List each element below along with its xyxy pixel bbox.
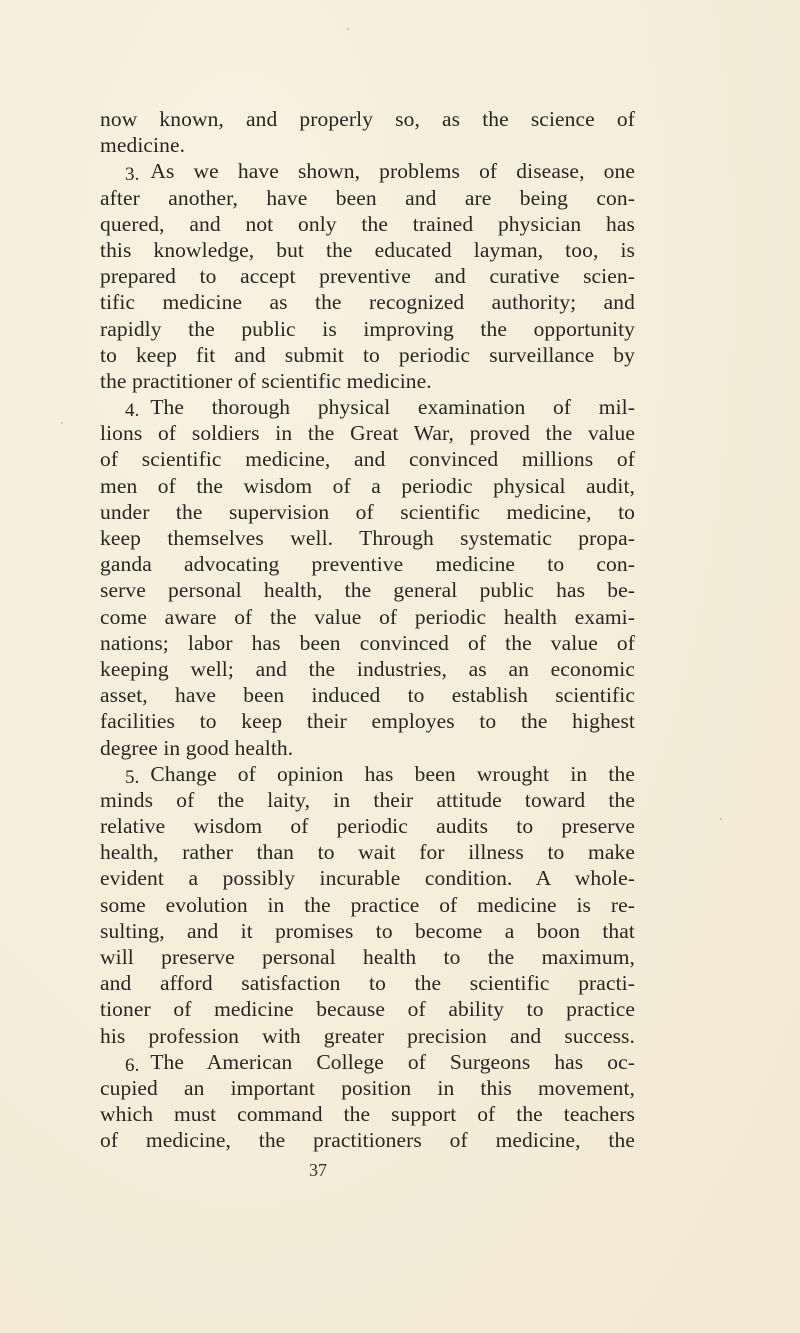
line-text: and afford satisfaction to the scientific practi- [100, 971, 635, 996]
paragraph-number: 4. [125, 400, 140, 421]
text-line [100, 839, 635, 865]
text-line [100, 551, 635, 577]
text-line [100, 106, 635, 132]
text-line [100, 1075, 635, 1101]
line-text: his profession with greater precision and success. [100, 1023, 635, 1048]
text-line [100, 735, 635, 761]
paper-speck [720, 818, 722, 820]
text-line [100, 892, 635, 918]
text-line [100, 996, 635, 1022]
paragraph-number: 5. [125, 766, 140, 787]
line-text: men of the wisdom of a periodic physical audit, [100, 473, 635, 498]
text-line [100, 211, 635, 237]
text-line [100, 237, 635, 263]
text-line [100, 813, 635, 839]
line-text: prepared to accept preventive and curative scien- [100, 264, 635, 289]
page-body [100, 106, 635, 1154]
text-line [100, 132, 635, 158]
line-text: come aware of the value of periodic health exami- [100, 604, 635, 629]
text-line [100, 865, 635, 891]
line-text: this knowledge, but the educated layman, too, is [100, 237, 635, 262]
line-text: tific medicine as the recognized authority; and [100, 290, 635, 315]
line-text: nations; labor has been convinced of the value of [100, 630, 635, 655]
paragraph-first-line [100, 1049, 635, 1075]
page-number [0, 1160, 800, 1181]
line-text: lions of soldiers in the Great War, proved the value [100, 421, 635, 446]
text-line [100, 944, 635, 970]
line-text: quered, and not only the trained physician has [100, 211, 635, 236]
paragraph-first-line [100, 761, 635, 787]
text-line [100, 604, 635, 630]
line-text: which must command the support of the teachers [100, 1102, 635, 1127]
line-text: keeping well; and the industries, as an economic [100, 656, 635, 681]
line-text: ganda advocating preventive medicine to con- [100, 552, 635, 577]
paragraph-number: 6. [125, 1054, 140, 1075]
text-line [100, 1127, 635, 1153]
text-line [100, 918, 635, 944]
line-text: the practitioner of scientific medicine. [100, 368, 432, 393]
text-line [100, 473, 635, 499]
line-text: Change of opinion has been wrought in the [150, 761, 635, 786]
page-number-text: 37 [309, 1160, 327, 1180]
text-line [100, 316, 635, 342]
line-text: minds of the laity, in their attitude toward the [100, 787, 635, 812]
text-line [100, 263, 635, 289]
text-line [100, 185, 635, 211]
paragraph-first-line [100, 158, 635, 184]
paragraph-first-line [100, 394, 635, 420]
text-line [100, 630, 635, 656]
line-text: The American College of Surgeons has oc- [150, 1049, 635, 1074]
paragraph-number: 3. [125, 164, 140, 185]
line-text: to keep fit and submit to periodic surveillance by [100, 342, 635, 367]
line-text: rapidly the public is improving the opportunity [100, 316, 635, 341]
line-text: As we have shown, problems of disease, one [150, 159, 635, 184]
line-text: of medicine, the practitioners of medicine, the [100, 1128, 635, 1153]
line-text: tioner of medicine because of ability to practice [100, 997, 635, 1022]
text-line [100, 577, 635, 603]
text-line [100, 289, 635, 315]
text-line [100, 368, 635, 394]
text-line [100, 342, 635, 368]
line-text: after another, have been and are being con- [100, 185, 635, 210]
paper-speck [347, 28, 349, 30]
text-line [100, 446, 635, 472]
line-text: serve personal health, the general public has be- [100, 578, 635, 603]
line-text: facilities to keep their employes to the highest [100, 709, 635, 734]
line-text: sulting, and it promises to become a boon that [100, 918, 635, 943]
text-line [100, 1023, 635, 1049]
line-text: under the supervision of scientific medicine, to [100, 499, 635, 524]
text-line [100, 970, 635, 996]
text-line [100, 708, 635, 734]
line-text: keep themselves well. Through systematic propa- [100, 526, 635, 550]
text-line [100, 420, 635, 446]
text-line [100, 682, 635, 708]
text-line [100, 656, 635, 682]
text-line [100, 499, 635, 525]
text-line [100, 1101, 635, 1127]
line-text: cupied an important position in this movement, [100, 1075, 635, 1100]
line-text: evident a possibly incurable condition. A whole- [100, 866, 635, 891]
line-text: The thorough physical examination of mil- [150, 395, 635, 420]
text-line [100, 787, 635, 813]
line-text: some evolution in the practice of medicine is re- [100, 892, 635, 917]
line-text: asset, have been induced to establish scientific [100, 683, 635, 708]
line-text: now known, and properly so, as the science of [100, 107, 635, 131]
line-text: relative wisdom of periodic audits to preserve [100, 814, 635, 839]
line-text: degree in good health. [100, 735, 294, 760]
paper-speck [61, 422, 63, 424]
text-line [100, 525, 635, 551]
line-text: medicine. [100, 133, 186, 158]
line-text: of scientific medicine, and convinced millions of [100, 447, 635, 472]
line-text: will preserve personal health to the maximum, [100, 945, 635, 969]
line-text: health, rather than to wait for illness to make [100, 840, 635, 865]
